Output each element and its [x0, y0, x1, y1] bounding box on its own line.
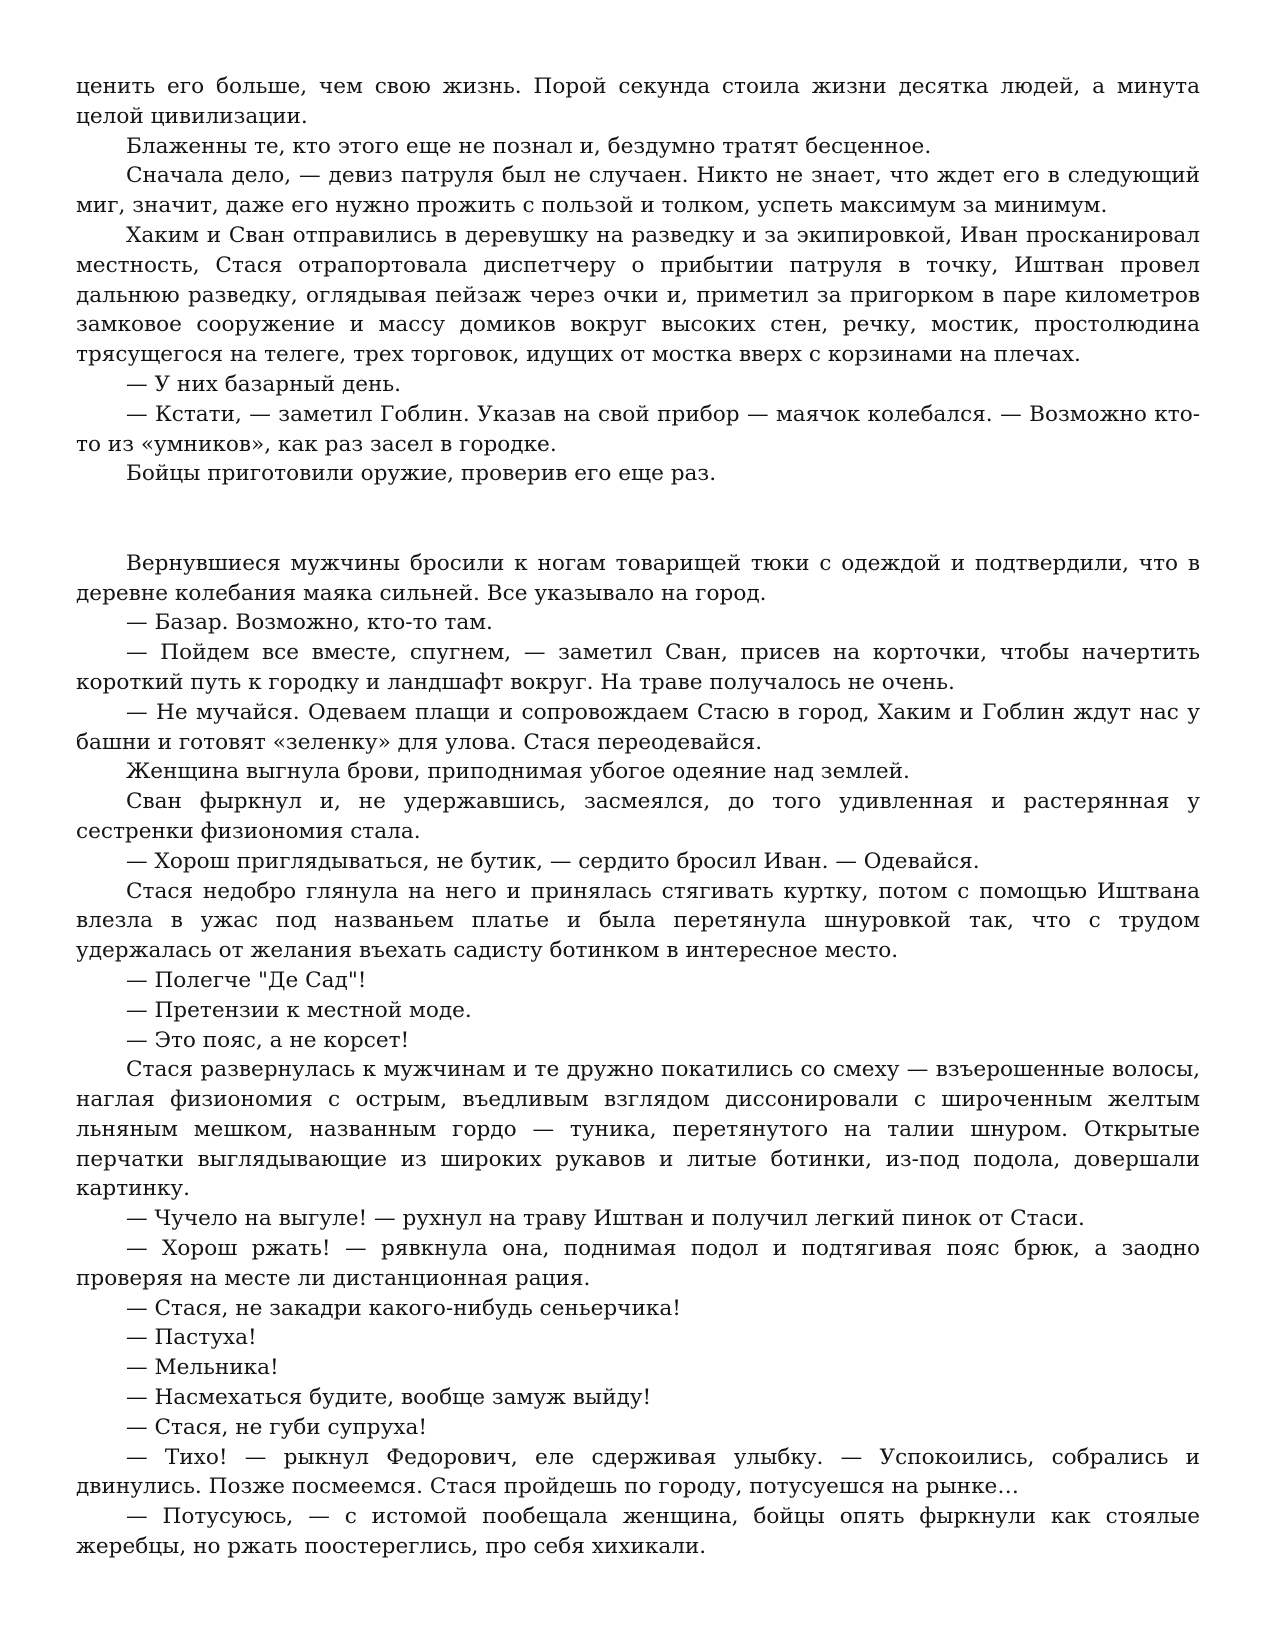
- paragraph: — Полегче "Де Сад"!: [126, 967, 367, 993]
- paragraph: — Базар. Возможно, кто-то там.: [126, 610, 493, 636]
- paragraph: Хаким и Сван отправились в деревушку на разведку и за экипировкой, Иван просканировал местность, Стася отрапортовала диспетчеру о прибытии патруля в точку, Иштван провел дальнюю разведку, оглядывая пейзаж через очки и, приметил за пригорком в паре километров замковое сооружение и массу домиков вокруг высоких стен, речку, мостик, простолюдина трясущегося на телеге, трех торговок, идущих от мостка вверх с корзинами на плечах.: [76, 222, 1200, 368]
- paragraph: — У них базарный день.: [126, 371, 402, 397]
- section-break: [76, 489, 1200, 549]
- paragraph: — Хорош ржать! — рявкнула она, поднимая подол и подтягивая пояс брюк, а заодно проверяя на месте ли дистанционная рация.: [76, 1236, 1200, 1291]
- paragraph: Блаженны те, кто этого еще не познал и, бездумно тратят бесценное.: [126, 133, 932, 159]
- paragraph: Вернувшиеся мужчины бросили к ногам товарищей тюки с одеждой и подтвердили, что в деревне колебания маяка сильней. Все указывало на город.: [76, 550, 1200, 606]
- paragraph: Бойцы приготовили оружие, проверив его еще раз.: [126, 461, 717, 487]
- paragraph: — Мельника!: [126, 1355, 279, 1381]
- document-page: [76, 72, 1200, 1562]
- text-section-top: [76, 72, 1200, 489]
- paragraph: — Это пояс, а не корсет!: [126, 1027, 410, 1053]
- paragraph: — Стася, не губи супруха!: [126, 1414, 428, 1440]
- paragraph: — Потусуюсь, — с истомой пообещала женщина, бойцы опять фыркнули как стоялые жеребцы, но ржать поостереглись, про себя хихикали.: [76, 1504, 1200, 1560]
- paragraph: Сван фыркнул и, не удержавшись, засмеялся, до того удивленная и растерянная у сестренки физиономия стала.: [76, 789, 1200, 844]
- text-section-bottom: [76, 549, 1200, 1562]
- paragraph: Стася развернулась к мужчинам и те дружно покатились со смеху — взъерошенные волосы, наглая физиономия с острым, въедливым взглядом диссонировали с широченным желтым льняным мешком, названным гордо — туника, перетянутого на талии шнуром. Открытые перчатки выглядывающие из широких рукавов и литые ботинки, из-под подола, довершали картинку.: [76, 1057, 1200, 1202]
- paragraph: Сначала дело, — девиз патруля был не случаен. Никто не знает, что ждет его в следующий миг, значит, даже его нужно прожить с пользой и толком, успеть максимум за минимум.: [76, 163, 1200, 219]
- paragraph: — Пастуха!: [126, 1325, 257, 1351]
- paragraph: — Претензии к местной моде.: [126, 997, 472, 1023]
- paragraph: Женщина выгнула брови, приподнимая убогое одеяние над землей.: [126, 759, 910, 785]
- paragraph: — Стася, не закадри какого-нибудь сеньерчика!: [126, 1295, 681, 1321]
- paragraph: — Пойдем все вместе, спугнем, — заметил Сван, присев на корточки, чтобы начертить короткий путь к городку и ландшафт вокруг. На траве получалось не очень.: [76, 640, 1200, 695]
- paragraph: — Насмехаться будите, вообще замуж выйду!: [126, 1385, 652, 1411]
- paragraph: Стася недобро глянула на него и принялась стягивать куртку, потом с помощью Иштвана влезла в ужас под названьем платье и была перетянула шнуровкой так, что с трудом удержалась от желания въехать садисту ботинком в интересное место.: [76, 878, 1200, 964]
- paragraph: ценить его больше, чем свою жизнь. Порой секунда стоила жизни десятка людей, а минута целой цивилизации.: [76, 74, 1200, 129]
- paragraph: — Хорош приглядываться, не бутик, — сердито бросил Иван. — Одевайся.: [126, 848, 980, 874]
- paragraph: — Не мучайся. Одеваем плащи и сопровождаем Стасю в город, Хаким и Гоблин ждут нас у башни и готовят «зеленку» для улова. Стася переодевайся.: [76, 699, 1200, 755]
- paragraph: — Тихо! — рыкнул Федорович, еле сдерживая улыбку. — Успокоились, собрались и двинулись. Позже посмеемся. Стася пройдешь по городу, потусуешся на рынке…: [76, 1444, 1200, 1500]
- paragraph: — Чучело на выгуле! — рухнул на траву Иштван и получил легкий пинок от Стаси.: [126, 1206, 1085, 1232]
- paragraph: — Кстати, — заметил Гоблин. Указав на свой прибор — маячок колебался. — Возможно кто-то из «умников», как раз засел в городке.: [76, 401, 1200, 457]
